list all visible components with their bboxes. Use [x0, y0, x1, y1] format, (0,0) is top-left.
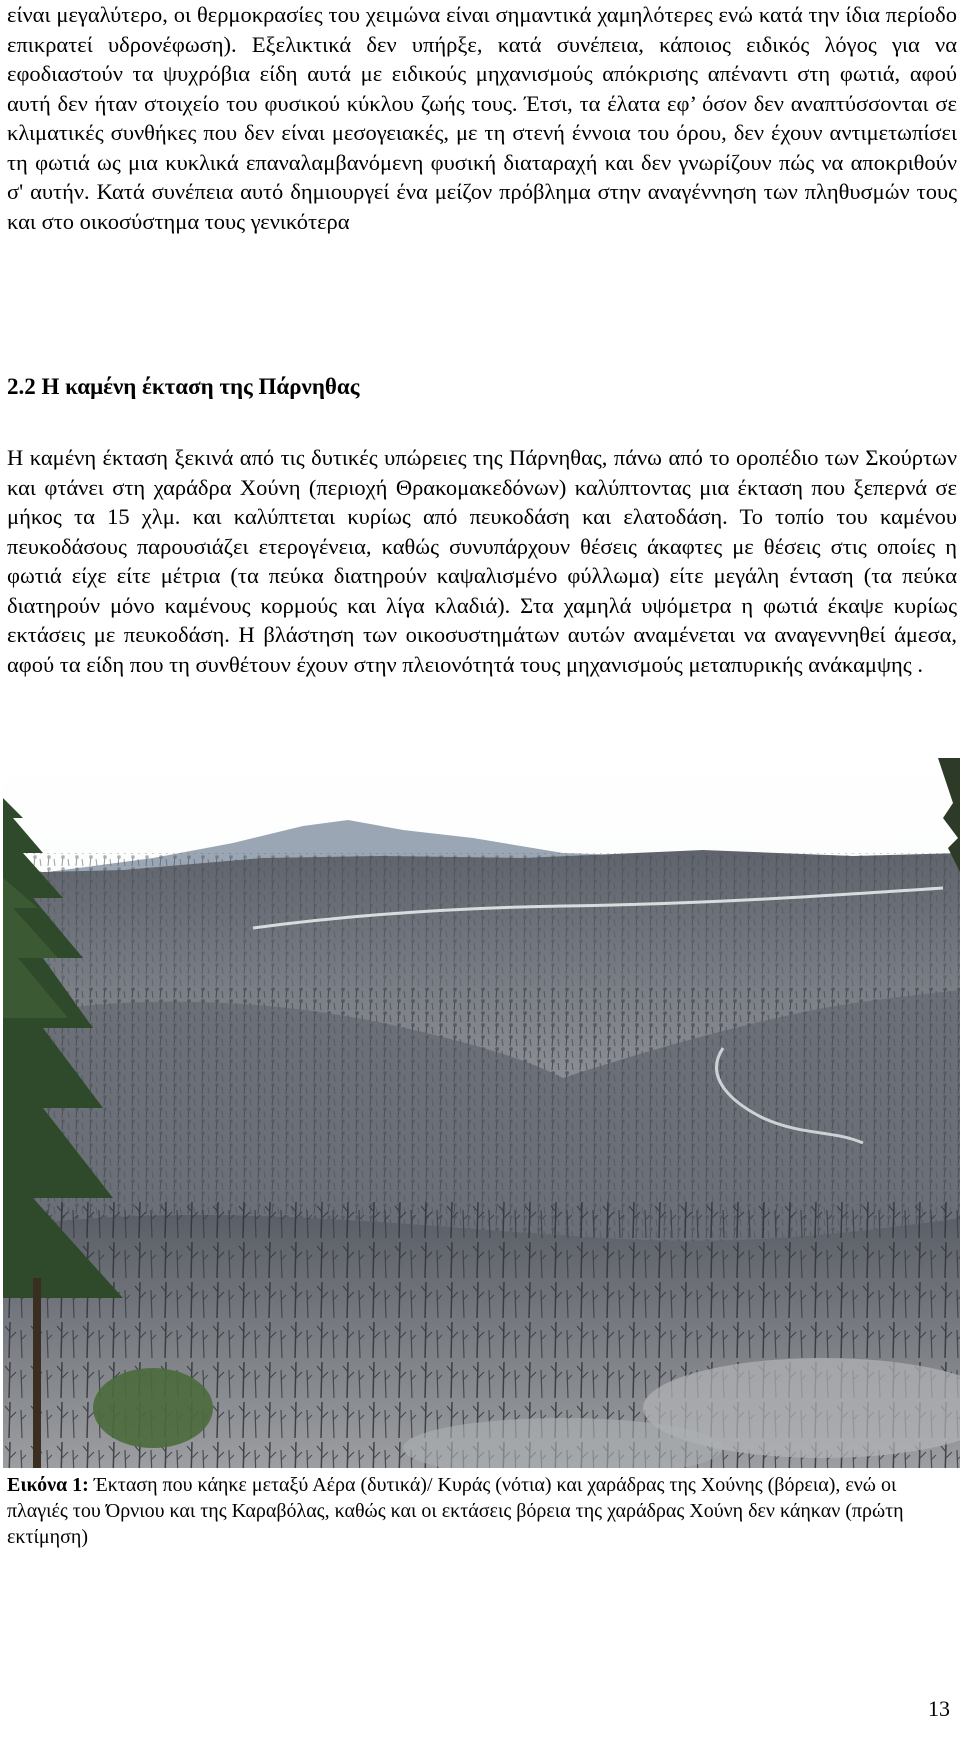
burned-forest-photo: [3, 758, 960, 1468]
caption-text: Έκταση που κάηκε μεταξύ Αέρα (δυτικά)/ Κυράς (νότια) και χαράδρας της Χούνης (βόρεια), ενώ οι πλαγιές του Όρνιου και της Καραβόλας, καθώς και οι εκτάσεις βόρεια της χαράδρας Χούνη δεν κάηκαν (πρώτη εκτίμηση): [7, 1474, 904, 1548]
intro-paragraph: είναι μεγαλύτερο, οι θερμοκρασίες του χειμώνα είναι σημαντικά χαμηλότερες ενώ κατά την ίδια περίοδο επικρατεί υδρονέφωση). Εξελικτικά δεν υπήρξε, κατά συνέπεια, κάποιος ειδικός λόγος για να εφοδιαστούν τα ψυχρόβια είδη αυτά με ειδικούς μηχανισμούς απόκρισης απέναντι στη φωτιά, αφού αυτή δεν ήταν στοιχείο του φυσικού κύκλου ζωής τους. Έτσι, τα έλατα εφ’ όσον δεν αναπτύσσονται σε κλιματικές συνθήκες που δεν είναι μεσογειακές, με τη στενή έννοια του όρου, δεν έχουν αντιμετωπίσει τη φωτιά ως μια κυκλικά επαναλαμβανόμενη φυσική διαταραχή και δεν γνωρίζουν πώς να αποκριθούν σ' αυτήν. Κατά συνέπεια αυτό δημιουργεί ένα μείζον πρόβλημα στην αναγέννηση των πληθυσμών τους και στο οικοσύστημα τους γενικότερα: [7, 2, 957, 234]
burned-area-paragraph: Η καμένη έκταση ξεκινά από τις δυτικές υπώρειες της Πάρνηθας, πάνω από το οροπέδιο των Σκούρτων και φτάνει στη χαράδρα Χούνη (περιοχή Θρακομακεδόνων) καλύπτοντας μια έκταση που ξεπερνά σε μήκος τα 15 χλμ. και καλύπτεται κυρίως από πευκοδάση και ελατοδάση. Το τοπίο του καμένου πευκοδάσους παρουσιάζει ετερογένεια, καθώς συνυπάρχουν θέσεις άκαφτες με θέσεις στις οποίες η φωτιά είχε είτε μέτρια (τα πεύκα διατηρούν καψαλισμένο φύλλωμα) είτε μεγάλη ένταση (τα πεύκα διατηρούν μόνο καμένους κορμούς και λίγα κλαδιά). Στα χαμηλά υψόμετρα η φωτιά έκαψε κυρίως εκτάσεις με πευκοδάση. Η βλάστηση των οικοσυστημάτων αυτών αναμένεται να αναγεννηθεί άμεσα, αφού τα είδη που τη συνθέτουν έχουν στην πλειονότητά τους μηχανισμούς μεταπυρικής ανάκαμψης .: [7, 445, 957, 677]
figure-caption: [7, 1472, 957, 1550]
caption-label: Εικόνα 1:: [7, 1474, 89, 1496]
section-heading: 2.2 Η καμένη έκταση της Πάρνηθας: [7, 374, 360, 399]
page-number: 13: [928, 1696, 950, 1721]
